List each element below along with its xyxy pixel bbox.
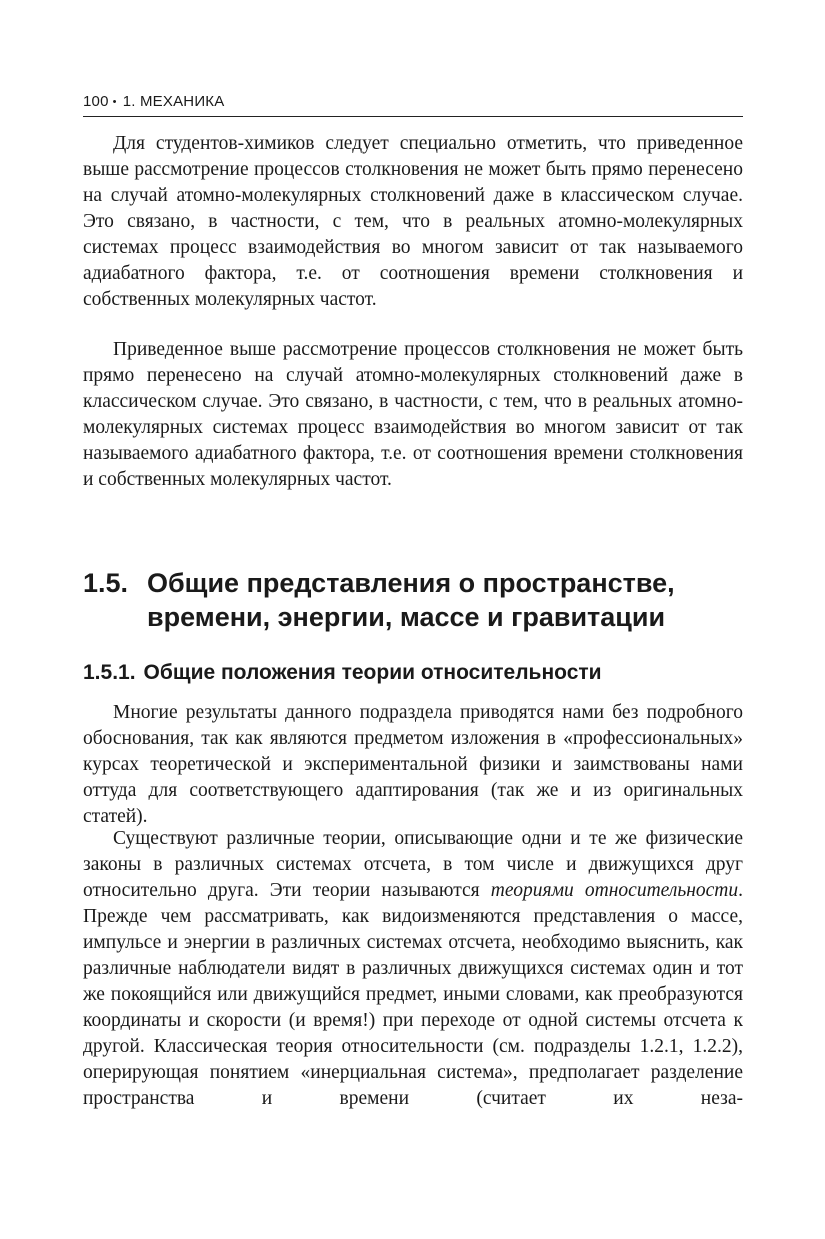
subsection-number: 1.5.1.: [83, 661, 136, 684]
section-number: 1.5.: [83, 568, 129, 598]
paragraph-text-start: Существуют различные теории, описывающие одни и те же физические законы в различных системах отсчета, в том числе и движущихся друг относительно друга. Эти теории называются: [83, 828, 743, 901]
chapter-title: 1. МЕХАНИКА: [122, 93, 225, 110]
paragraph-text-rest: . Прежде чем рассматривать, как видоизменяются представления о массе, импульсе и энергии в различных системах отсчета, необходимо выяснить, как различные наблюдатели видят в различных движущихся системах один и тот же покоящийся или движущийся предмет, иными словами, как преобразуются координаты и скорости (и время!) при переходе от одной системы отсчета к другой. Классическая теория относительности (см. подразделы 1.2.1, 1.2.2), оперирующая понятием «инерциальная система», предполагает разделение пространства и времени (считает их неза-: [83, 880, 743, 1109]
paragraph-relativity-theories: [83, 826, 743, 1112]
term-emphasis: теориями относительности: [490, 880, 739, 901]
paragraph-sources: Многие результаты данного подраздела приводятся нами без подробного обоснования, так как являются предметом изложения в «профессиональных» курсах теоретической и экспериментальной физики и заимствованы нами оттуда для соответствующего адаптирования (так же и из оригинальных статей).: [83, 702, 743, 827]
header-rule: [83, 116, 743, 117]
paragraph-collision-note: Приведенное выше рассмотрение процессов столкновения не может быть прямо перенесено на случай атомно-молекулярных столкновений даже в классическом случае. Это связано, в частности, с тем, что в реальных атомно-молекулярных системах процесс взаимодействия во многом зависит от так называемого адиабатного фактора, т.е. от соотношения времени столкновения и собственных молекулярных частот.: [83, 339, 743, 490]
page-number: 100: [83, 93, 109, 110]
subsection-title: Общие положения теории относительности: [143, 661, 602, 684]
section-heading: [83, 566, 743, 634]
section-title-line2: времени, энергии, массе и гравитации: [147, 602, 666, 632]
section-title-line1: Общие представления о пространстве,: [147, 568, 675, 598]
running-head: [83, 93, 743, 111]
bullet-separator: •: [112, 96, 117, 108]
subsection-heading: [83, 660, 743, 686]
paragraph-chemists-note: Для студентов-химиков следует специально отметить, что приведенное выше рассмотрение процессов столкновения не может быть прямо перенесено на случай атомно-молекулярных столкновений даже в классическом случае. Это связано, в частности, с тем, что в реальных атомно-молекулярных системах процесс взаимодействия во многом зависит от так называемого адиабатного фактора, т.е. от соотношения времени столкновения и собственных молекулярных частот.: [83, 133, 743, 310]
